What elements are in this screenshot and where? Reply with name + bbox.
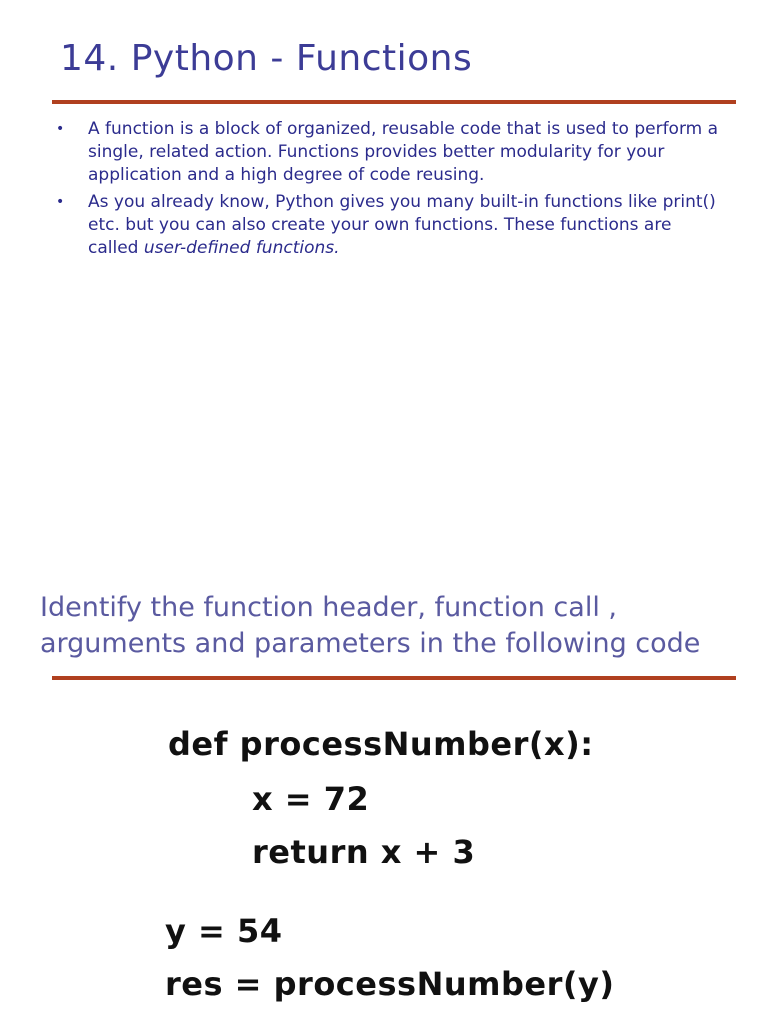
bullet-text: A function is a block of organized, reusable code that is used to perform a single, related action. Functions provides better modularity for your application and a high degree of code reusing. [88,119,719,185]
code-line: return x + 3 [252,833,476,871]
code-image [0,705,768,1024]
bullet-emphasis: user-defined functions. [143,238,340,258]
code-line: x = 72 [252,780,370,818]
bullet-item [56,118,724,187]
code-line: y = 54 [165,912,283,950]
question-divider [52,676,736,680]
bullet-list [56,118,724,264]
bullet-marker: • [56,194,65,210]
code-line: res = processNumber(y) [165,965,615,1003]
title-divider [52,100,736,104]
question-text: Identify the function header, function call , arguments and parameters in the following code [40,592,701,659]
code-line: def processNumber(x): [168,725,594,763]
bullet-marker: • [56,121,65,137]
bullet-text: As you already know, Python gives you many built-in functions like print() etc. but you can also create your own functions. These functions are called [88,192,716,258]
bullet-item [56,191,724,260]
slide-title: 14. Python - Functions [60,38,473,79]
